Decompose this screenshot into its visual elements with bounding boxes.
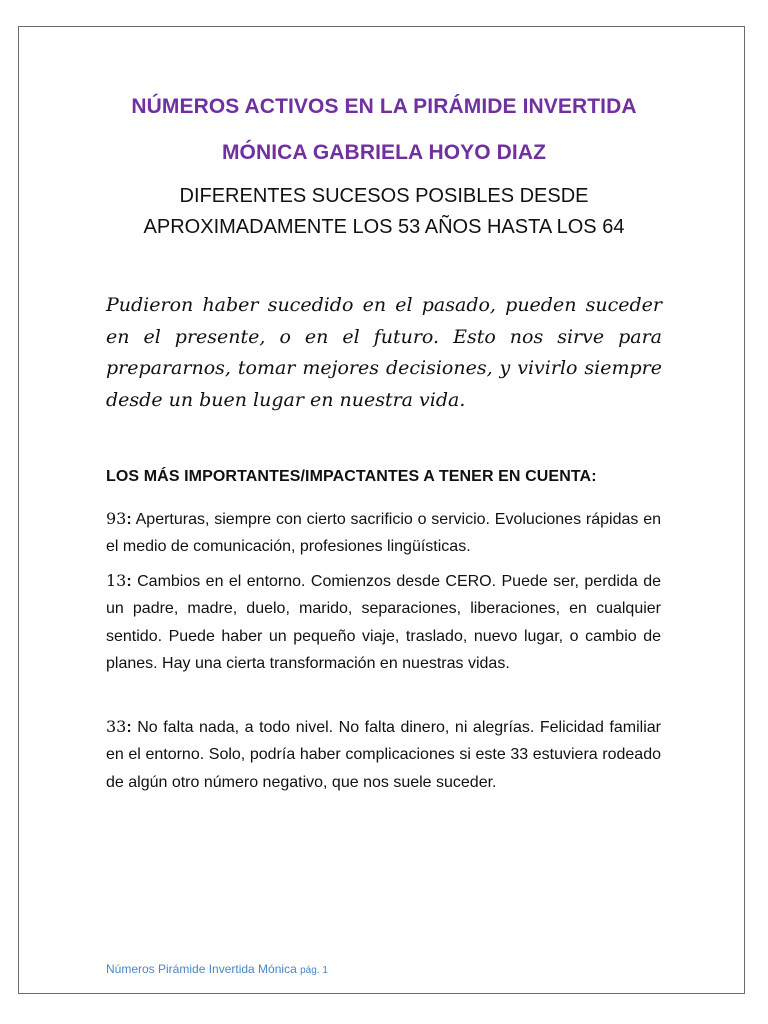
- intro-paragraph: Pudieron haber sucedido en el pasado, pueden suceder en el presente, o en el futuro. Esto nos sirve para prepararnos, tomar mejores decisiones, y vivirlo siempre desde un buen lugar en nuestra vida.: [106, 294, 662, 411]
- entry-text: Aperturas, siempre con cierto sacrificio o servicio. Evoluciones rápidas en el medio de comunicación, profesiones lingüísticas.: [106, 511, 661, 556]
- entry-93: [106, 505, 661, 561]
- subtitle-line-2: APROXIMADAMENTE LOS 53 AÑOS HASTA LOS 64: [143, 216, 625, 238]
- entry-text: No falta nada, a todo nivel. No falta dinero, ni alegrías. Felicidad familiar en el entorno. Solo, podría haber complicaciones si este 33 estuviera rodeado de algún otro número negativo, que nos suele suceder.: [106, 719, 661, 791]
- footer-text: Números Pirámide Invertida Mónica: [106, 962, 301, 976]
- entry-number: 33: [106, 717, 127, 736]
- page-number: pág. 1: [300, 965, 328, 976]
- author-name: MÓNICA GABRIELA HOYO DIAZ: [221, 141, 547, 164]
- entry-colon: :: [126, 719, 132, 736]
- subtitle-line-1: DIFERENTES SUCESOS POSIBLES DESDE: [179, 185, 589, 207]
- document-title: NÚMEROS ACTIVOS EN LA PIRÁMIDE INVERTIDA: [131, 95, 637, 118]
- entry-13: [106, 567, 661, 678]
- entry-colon: :: [126, 573, 132, 590]
- entry-text: Cambios en el entorno. Comienzos desde CERO. Puede ser, perdida de un padre, madre, duelo, marido, separaciones, liberaciones, en cualquier sentido. Puede haber un pequeño viaje, traslado, nuevo lugar, o cambio de planes. Hay una cierta transformación en nuestras vidas.: [106, 573, 661, 673]
- entry-33: [106, 713, 661, 796]
- entry-number: 93: [106, 509, 127, 528]
- section-heading: LOS MÁS IMPORTANTES/IMPACTANTES A TENER EN CUENTA:: [106, 468, 597, 485]
- entry-colon: :: [126, 511, 132, 528]
- page-footer: [106, 962, 328, 976]
- entry-number: 13: [106, 571, 127, 590]
